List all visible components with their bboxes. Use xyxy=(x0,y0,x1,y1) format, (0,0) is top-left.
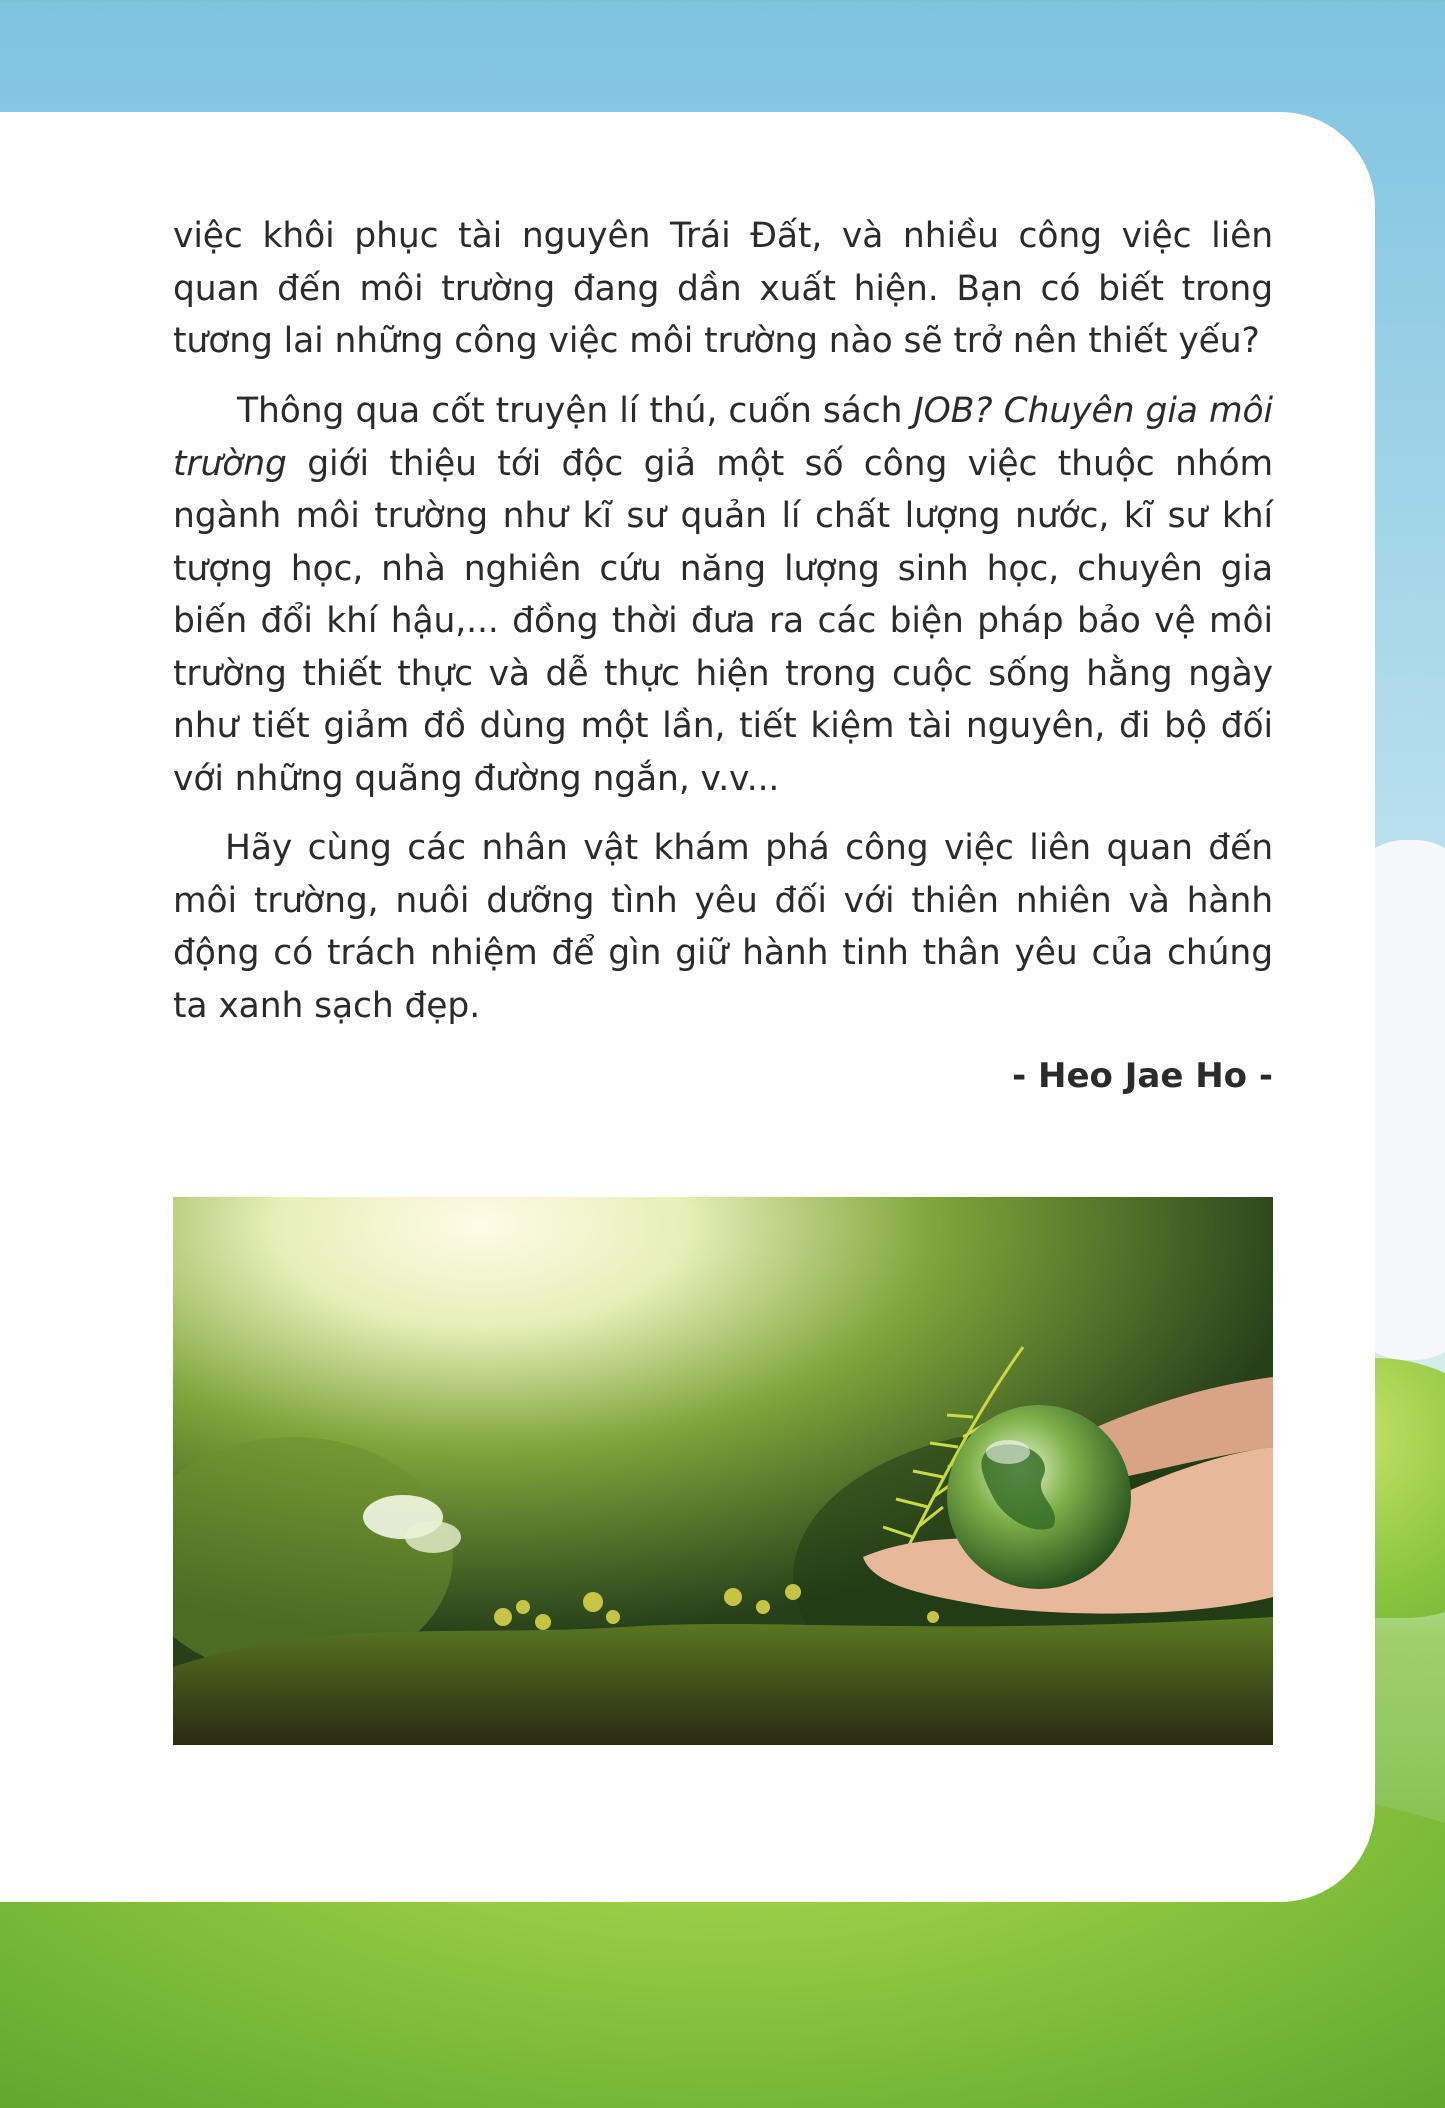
photo-illustration xyxy=(173,1197,1273,1745)
paragraph-1-text: việc khôi phục tài nguyên Trái Đất, và nhiều công việc liên quan đến môi trường đang dần xuất hiện. Bạn có biết trong tương lai những công việc môi trường nào sẽ trở nên thiết yếu? xyxy=(173,216,1273,361)
paragraph-1 xyxy=(173,210,1273,368)
photo-globe-in-hands xyxy=(173,1197,1273,1745)
author-signature: - Heo Jae Ho - xyxy=(1012,1056,1273,1096)
paragraph-2 xyxy=(173,385,1273,805)
paragraph-2-body: giới thiệu tới độc giả một số công việc thuộc nhóm ngành môi trường như kĩ sư quản lí chất lượng nước, kĩ sư khí tượng học, nhà nghiên cứu năng lượng sinh học, chuyên gia biến đổi khí hậu,... đồng thời đưa ra các biện pháp bảo vệ môi trường thiết thực và dễ thực hiện trong cuộc sống hằng ngày như tiết giảm đồ dùng một lần, tiết kiệm tài nguyên, đi bộ đối với những quãng đường ngắn, v.v... xyxy=(173,443,1273,799)
book-title: JOB? Chuyên gia môi trường xyxy=(173,391,1273,484)
paragraph-3-text: Hãy cùng các nhân vật khám phá công việc liên quan đến môi trường, nuôi dưỡng tình yêu đối với thiên nhiên và hành động có trách nhiệm để gìn giữ hành tinh thân yêu của chúng ta xanh sạch đẹp. xyxy=(173,828,1273,1026)
paragraph-2-text xyxy=(173,385,1273,805)
paragraph-3 xyxy=(173,822,1273,1032)
paragraph-2-intro: Thông qua cốt truyện lí thú, cuốn sách xyxy=(237,391,914,431)
